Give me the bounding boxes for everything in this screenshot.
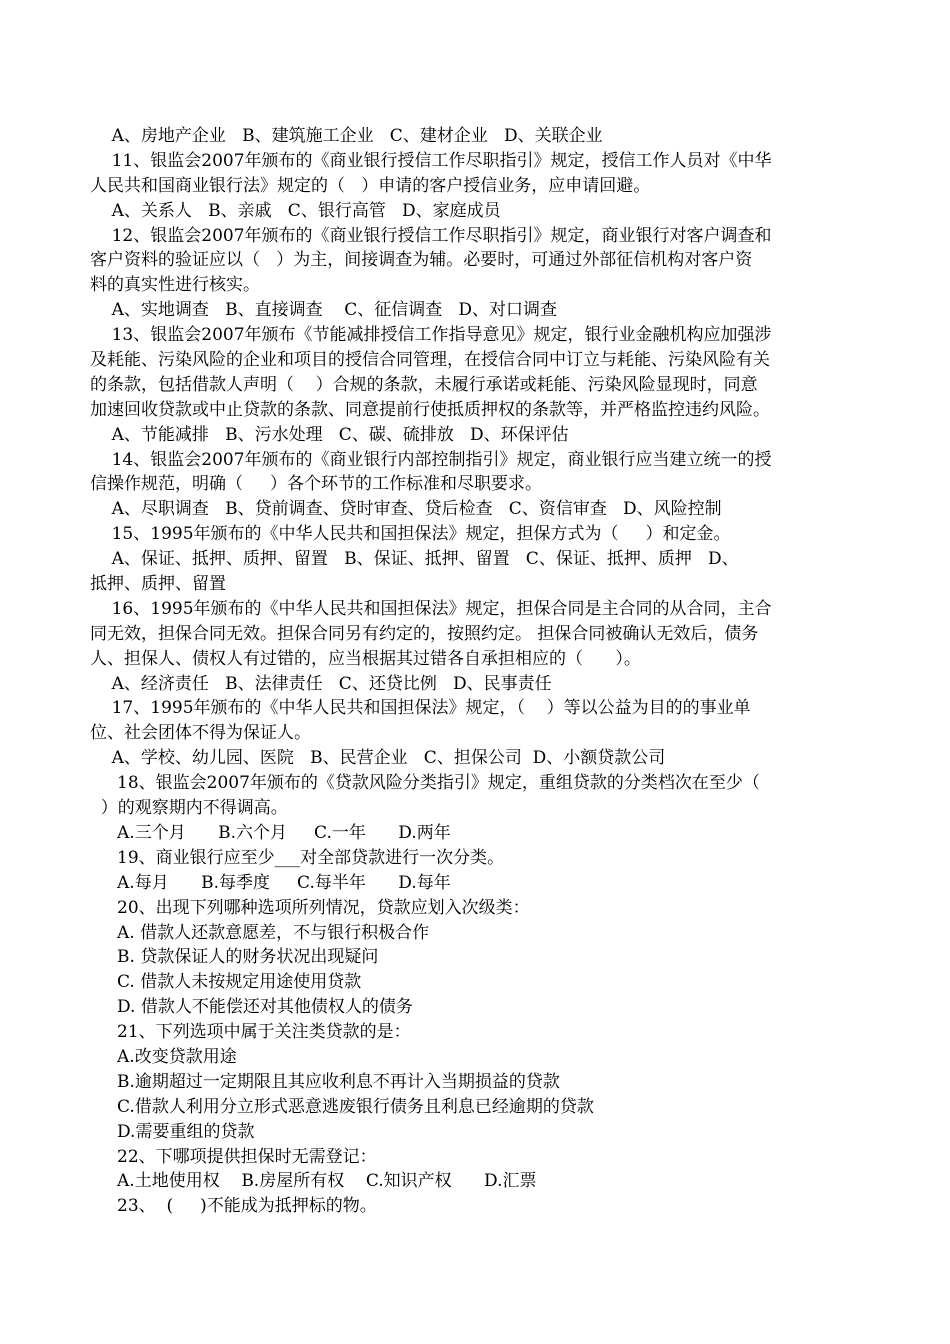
text-line: 13、银监会2007年颁布《节能减排授信工作指导意见》规定，银行业金融机构应加强涉 [90, 325, 772, 346]
text-line: 及耗能、污染风险的企业和项目的授信合同管理，在授信合同中订立与耗能、污染风险有关 [90, 350, 770, 371]
text-line: A.改变贷款用途 [90, 1046, 237, 1067]
text-line: A.每月 B.每季度 C.每半年 D.每年 [90, 872, 451, 893]
text-line: 19、商业银行应至少___对全部贷款进行一次分类。 [90, 847, 505, 868]
text-line: 信操作规范，明确（ ）各个环节的工作标准和尽职要求。 [90, 474, 543, 495]
text-line: 18、银监会2007年颁布的《贷款风险分类指引》规定，重组贷款的分类档次在至少（ [90, 773, 760, 794]
text-line: 15、1995年颁布的《中华人民共和国担保法》规定，担保方式为（ ）和定金。 [90, 524, 731, 545]
text-line: 16、1995年颁布的《中华人民共和国担保法》规定，担保合同是主合同的从合同，主合 [90, 598, 772, 619]
text-line: A、关系人 B、亲戚 C、银行高管 D、家庭成员 [90, 200, 501, 221]
text-line: 的条款，包括借款人声明（ ）合规的条款，未履行承诺或耗能、污染风险显现时，同意 [90, 374, 758, 395]
text-line: A. 借款人还款意愿差，不与银行积极合作 [90, 922, 430, 943]
text-line: 抵押、质押、留置 [90, 574, 226, 595]
text-line: ）的观察期内不得调高。 [90, 798, 288, 819]
text-line: A.三个月 B.六个月 C.一年 D.两年 [90, 822, 451, 843]
text-line: D. 借款人不能偿还对其他债权人的债务 [90, 997, 413, 1018]
text-line: A、学校、幼儿园、医院 B、民营企业 C、担保公司 D、小额贷款公司 [90, 748, 666, 769]
text-line: 17、1995年颁布的《中华人民共和国担保法》规定，（ ）等以公益为目的的事业单 [90, 698, 751, 719]
text-line: A、节能减排 B、污水处理 C、碳、硫排放 D、环保评估 [90, 424, 569, 445]
text-line: A.土地使用权 B.房屋所有权 C.知识产权 D.汇票 [90, 1171, 537, 1192]
text-line: A、实地调查 B、直接调查 C、征信调查 D、对口调查 [90, 300, 558, 321]
text-line: 同无效，担保合同无效。担保合同另有约定的，按照约定。 担保合同被确认无效后，债务 [90, 623, 759, 644]
text-line: B.逾期超过一定期限且其应收利息不再计入当期损益的贷款 [90, 1071, 560, 1092]
text-line: A、保证、抵押、质押、留置 B、保证、抵押、留置 C、保证、抵押、质押 D、 [90, 549, 739, 570]
text-line: C. 借款人未按规定用途使用贷款 [90, 972, 362, 993]
text-line: 20、出现下列哪种选项所列情况，贷款应划入次级类： [90, 897, 530, 918]
text-line: B. 贷款保证人的财务状况出现疑问 [90, 947, 379, 968]
text-line: 位、社会团体不得为保证人。 [90, 723, 311, 744]
text-line: 12、银监会2007年颁布的《商业银行授信工作尽职指引》规定，商业银行对客户调查和 [90, 225, 772, 246]
text-line: A、经济责任 B、法律责任 C、还贷比例 D、民事责任 [90, 673, 552, 694]
text-line: 11、银监会2007年颁布的《商业银行授信工作尽职指引》规定，授信工作人员对《中华 [90, 150, 772, 171]
text-line: 22、下哪项提供担保时无需登记： [90, 1146, 377, 1167]
text-line: 21、下列选项中属于关注类贷款的是： [90, 1022, 411, 1043]
text-line: 加速回收贷款或中止贷款的条款、同意提前行使抵质押权的条款等，并严格监控违约风险。 [90, 399, 770, 420]
text-line: A、尽职调查 B、贷前调查、贷时审查、贷后检查 C、资信审查 D、风险控制 [90, 499, 722, 520]
text-line: 23、 ( )不能成为抵押标的物。 [90, 1196, 377, 1217]
text-line: 14、银监会2007年颁布的《商业银行内部控制指引》规定，商业银行应当建立统一的授 [90, 449, 772, 470]
text-line: 料的真实性进行核实。 [90, 275, 260, 296]
text-line: 人、担保人、债权人有过错的，应当根据其过错各自承担相应的（ ）。 [90, 648, 641, 669]
text-line: 人民共和国商业银行法》规定的（ ）申请的客户授信业务，应申请回避。 [90, 175, 651, 196]
text-line: A、房地产企业 B、建筑施工企业 C、建材企业 D、关联企业 [90, 126, 603, 146]
text-line: C.借款人利用分立形式恶意逃废银行债务且利息已经逾期的贷款 [90, 1096, 594, 1117]
document-page [90, 124, 862, 1219]
text-line: 客户资料的验证应以（ ）为主，间接调查为辅。必要时，可通过外部征信机构对客户资 [90, 250, 753, 271]
text-line: D.需要重组的贷款 [90, 1121, 255, 1142]
